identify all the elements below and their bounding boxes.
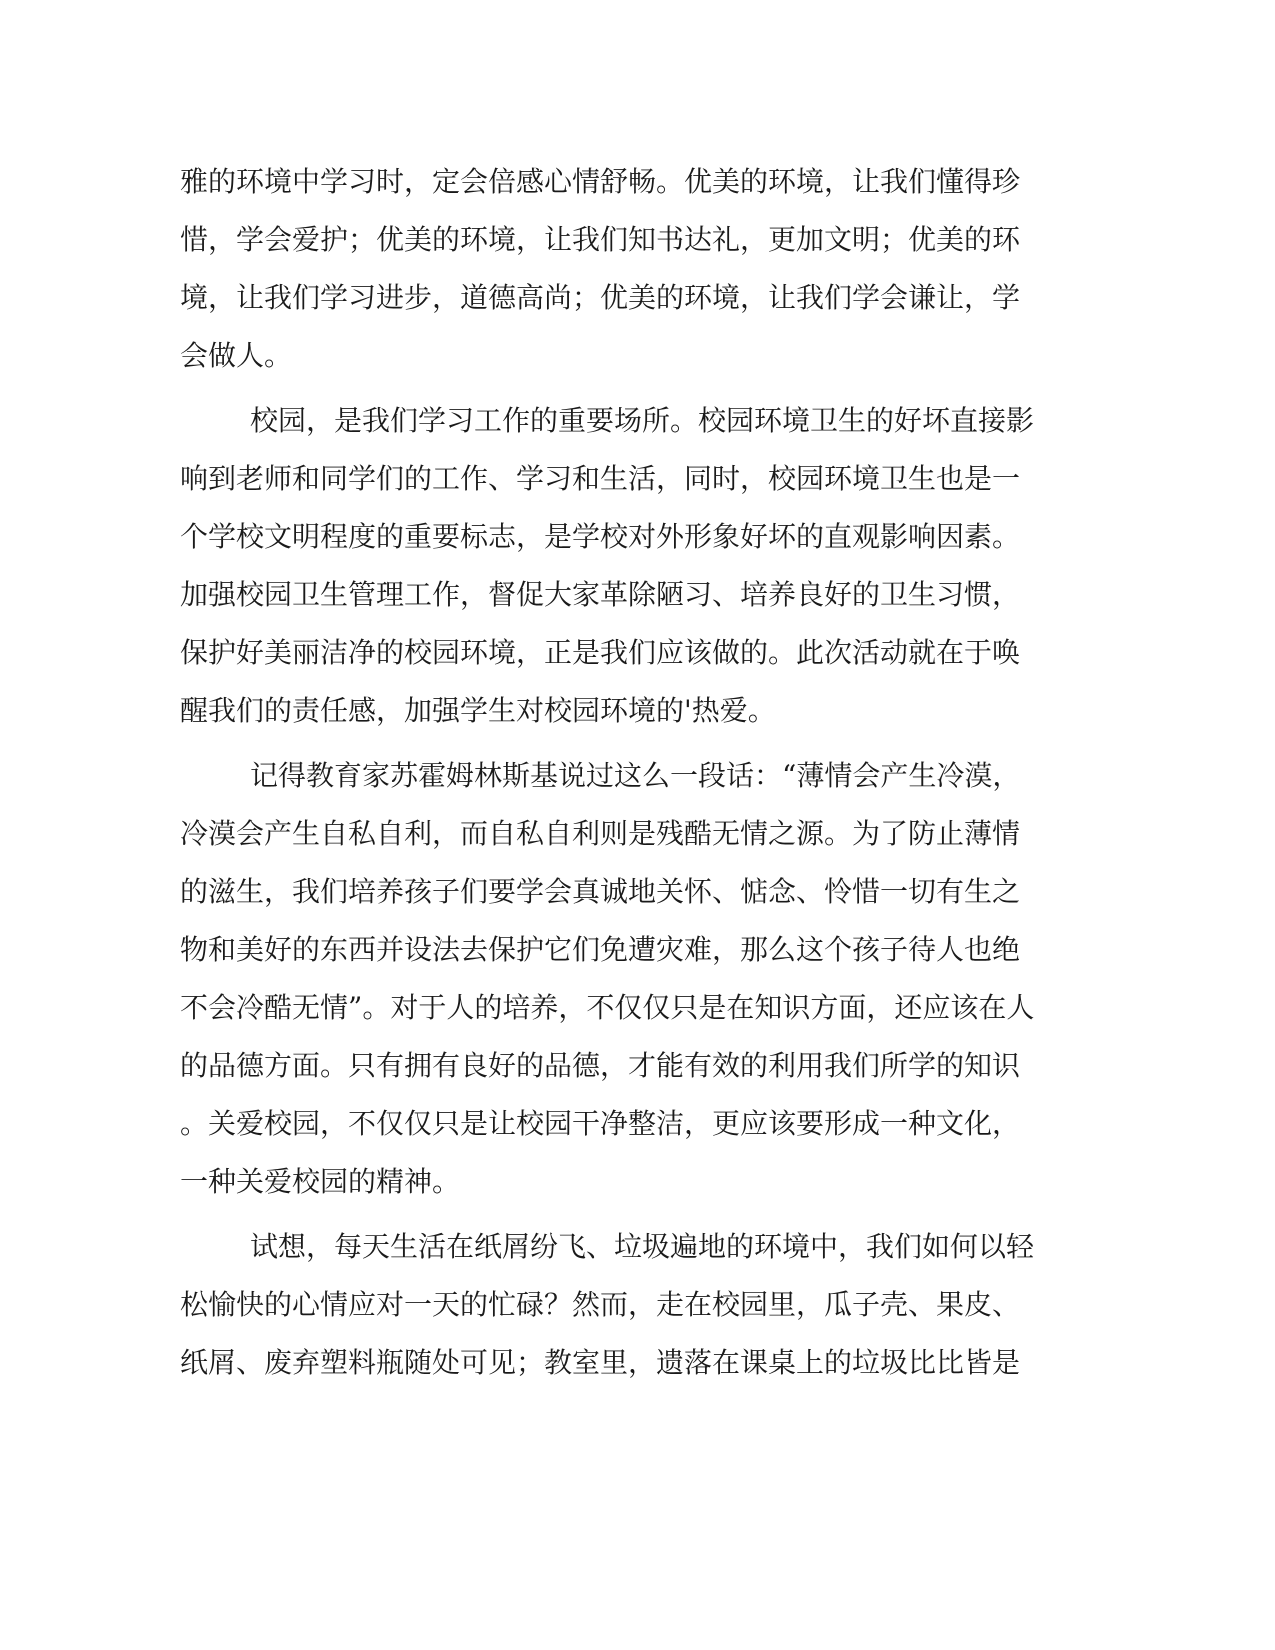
text-line: 会做人。 (180, 339, 293, 372)
text-line: 不会冷酷无情”。对于人的培养，不仅仅只是在知识方面，还应该在人 (180, 991, 1035, 1024)
text-line: 物和美好的东西并设法去保护它们免遭灾难，那么这个孩子待人也绝 (180, 933, 1021, 966)
text-line: 境，让我们学习进步，道德高尚；优美的环境，让我们学会谦让，学 (180, 281, 1021, 314)
text-line: 个学校文明程度的重要标志，是学校对外形象好坏的直观影响因素。 (180, 520, 1021, 553)
text-line: 。关爱校园，不仅仅只是让校园干净整洁，更应该要形成一种文化， (180, 1107, 1021, 1140)
paragraph-3 (180, 751, 1060, 1215)
body-text (180, 157, 1060, 1396)
text-line: 记得教育家苏霍姆林斯基说过这么一段话：“薄情会产生冷漠， (250, 759, 1021, 792)
text-line: 一种关爱校园的精神。 (180, 1165, 461, 1198)
text-line: 冷漠会产生自私自利，而自私自利则是残酷无情之源。为了防止薄情 (180, 817, 1021, 850)
text-line: 雅的环境中学习时，定会倍感心情舒畅。优美的环境，让我们懂得珍 (180, 165, 1021, 198)
text-line: 的品德方面。只有拥有良好的品德，才能有效的利用我们所学的知识 (180, 1049, 1021, 1082)
text-line: 保护好美丽洁净的校园环境，正是我们应该做的。此次活动就在于唤 (180, 636, 1021, 669)
text-line: 惜，学会爱护；优美的环境，让我们知书达礼，更加文明；优美的环 (180, 223, 1021, 256)
text-line: 醒我们的责任感，加强学生对校园环境的'热爱。 (180, 694, 776, 727)
text-line: 松愉快的心情应对一天的忙碌？然而，走在校园里，瓜子壳、果皮、 (180, 1288, 1021, 1321)
text-line: 加强校园卫生管理工作，督促大家革除陋习、培养良好的卫生习惯， (180, 578, 1021, 611)
paragraph-2 (180, 396, 1060, 744)
text-line: 响到老师和同学们的工作、学习和生活，同时，校园环境卫生也是一 (180, 462, 1021, 495)
text-line: 纸屑、废弃塑料瓶随处可见；教室里，遗落在课桌上的垃圾比比皆是 (180, 1346, 1021, 1379)
text-line: 的滋生，我们培养孩子们要学会真诚地关怀、惦念、怜惜一切有生之 (180, 875, 1021, 908)
paragraph-1 (180, 157, 1060, 389)
text-line: 试想，每天生活在纸屑纷飞、垃圾遍地的环境中，我们如何以轻 (250, 1230, 1035, 1263)
text-line: 校园，是我们学习工作的重要场所。校园环境卫生的好坏直接影 (250, 404, 1035, 437)
paragraph-4 (180, 1222, 1060, 1396)
